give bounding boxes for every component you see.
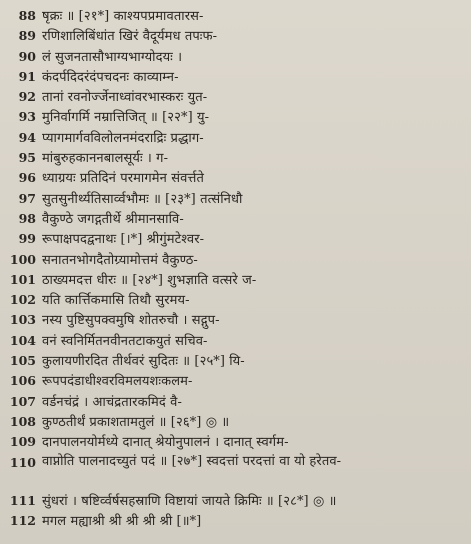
line-number: 104 [9,332,36,348]
line-text: कुलायणीरदित तीर्थवरं सुदितः ॥ [२५*] यि- [42,354,245,370]
line-103 [4,310,467,330]
line-number: 110 [9,454,36,470]
line-105 [4,351,467,371]
line-number: 105 [9,353,36,369]
line-95 [4,148,467,168]
line-text: रणिशालिबिंधांत खिरं वैदूर्यमध तपःफ- [42,29,218,45]
line-text: तानां रवनोर्ज्जेनाध्वांवरभास्करः युत- [42,90,208,106]
line-number: 102 [9,292,36,308]
line-98 [4,209,467,229]
line-number: 98 [18,210,36,226]
line-96 [4,168,467,188]
line-99 [4,229,467,249]
line-97 [4,189,467,209]
line-102 [4,290,467,310]
line-110 [4,453,467,491]
line-91 [4,67,467,87]
line-text: मांबुरुहकाननबालसूर्यः । ग- [42,151,169,167]
line-number: 99 [18,231,36,247]
line-number: 89 [18,28,36,44]
line-text: दानपालनयोर्मध्ये दानात् श्रेयोनुपालनं । दानात् स्वर्गम- [42,435,289,451]
line-text: सनातनभोगदैतोग्र्यामोत्तमं वैकुण्ठ- [42,252,198,268]
line-text: वनं स्वनिर्मितनवीनतटाकयुतं सचिव- [42,333,208,349]
line-number: 101 [9,271,36,287]
line-number: 94 [18,129,36,145]
line-text: यति कार्त्तिकमासि तिथौ सुरमय- [42,293,190,309]
line-text: कुण्ठतीर्थं प्रकाशतामतुलं ॥ [२६*] ◎ ॥ [42,414,230,430]
line-90 [4,47,467,67]
inscription-text [4,6,467,531]
line-number: 96 [18,170,36,186]
line-text-continuation: व- [329,453,342,469]
line-number: 88 [18,8,36,23]
line-text: ध्याग्रयः प्रतिदिनं परमागमेन संवर्त्तते [42,171,205,187]
line-number: 109 [9,434,36,450]
line-text: सुंधरां । षष्टिर्व्वर्षसहस्राणि विष्टायां जायते क्रिमिः ॥ [२८*] ◎ ॥ [42,493,337,509]
line-number: 90 [18,48,36,64]
line-text: सुतसुनीर्थ्यतिसार्व्वभौमः ॥ [२३*] तत्संनिधौ [42,191,243,207]
line-text: वर्डनचंद्रं । आचंद्रतारकमिदं वै- [42,394,182,410]
line-number: 95 [18,150,36,166]
line-text: षृक्रः ॥ [२१*] काश्यपप्रमावतारस- [42,9,204,24]
line-89 [4,26,467,46]
line-109 [4,432,467,452]
line-112 [4,511,467,531]
line-text: मुनिर्वागर्मि नम्रात्तिजित् ॥ [२२*] यु- [42,110,210,126]
line-text-main: वाप्नोति पालनादच्युतं पदं ॥ [२७*] स्वदत्तां परदत्तां वा यो हरेत [42,453,330,469]
line-number: 106 [9,373,36,389]
line-text: मगल मह्याश्री श्री श्री श्री श्री [॥*] [42,513,202,529]
line-93 [4,107,467,127]
line-text [42,453,462,471]
line-106 [4,371,467,391]
line-88 [4,6,467,26]
line-number: 108 [9,413,36,429]
line-100 [4,250,467,270]
line-number: 91 [18,68,36,84]
line-text: कंदर्पदिदरंदंपचदनः काव्याम्न- [42,69,179,85]
line-number: 112 [9,512,36,528]
line-number: 97 [18,190,36,206]
line-108 [4,412,467,432]
line-92 [4,87,467,107]
line-number: 103 [9,312,36,328]
line-number: 107 [9,393,36,409]
line-text: नस्य पुष्टिसुपक्वमुषि शोतरुचौ । सद्गुप- [42,313,220,329]
line-number: 92 [18,89,36,105]
line-101 [4,270,467,290]
line-94 [4,128,467,148]
line-111 [4,491,467,511]
line-text: प्यागमार्गवविलोलनमंदराद्रिः प्रद्धाग- [42,130,204,146]
line-text: रूपपदंडाधीश्वरविमलयशःकलम- [42,374,193,390]
line-number: 93 [18,109,36,125]
line-text: रूपाक्षपदद्वनाथः [।*] श्रीगुंमटेश्वर- [42,232,205,248]
line-107 [4,392,467,412]
line-text: लं सुजनतासौभाग्यभाग्योदयः । [42,49,183,65]
line-104 [4,331,467,351]
line-text: वैकुण्ठे जगद्गतीर्थे श्रीमानसावि- [42,211,184,227]
line-number: 100 [9,251,36,267]
line-text: ठाख्यमदत्त धीरः ॥ [२४*] शुभज्ञाति वत्सरे ज- [42,272,257,288]
line-number: 111 [9,492,36,508]
